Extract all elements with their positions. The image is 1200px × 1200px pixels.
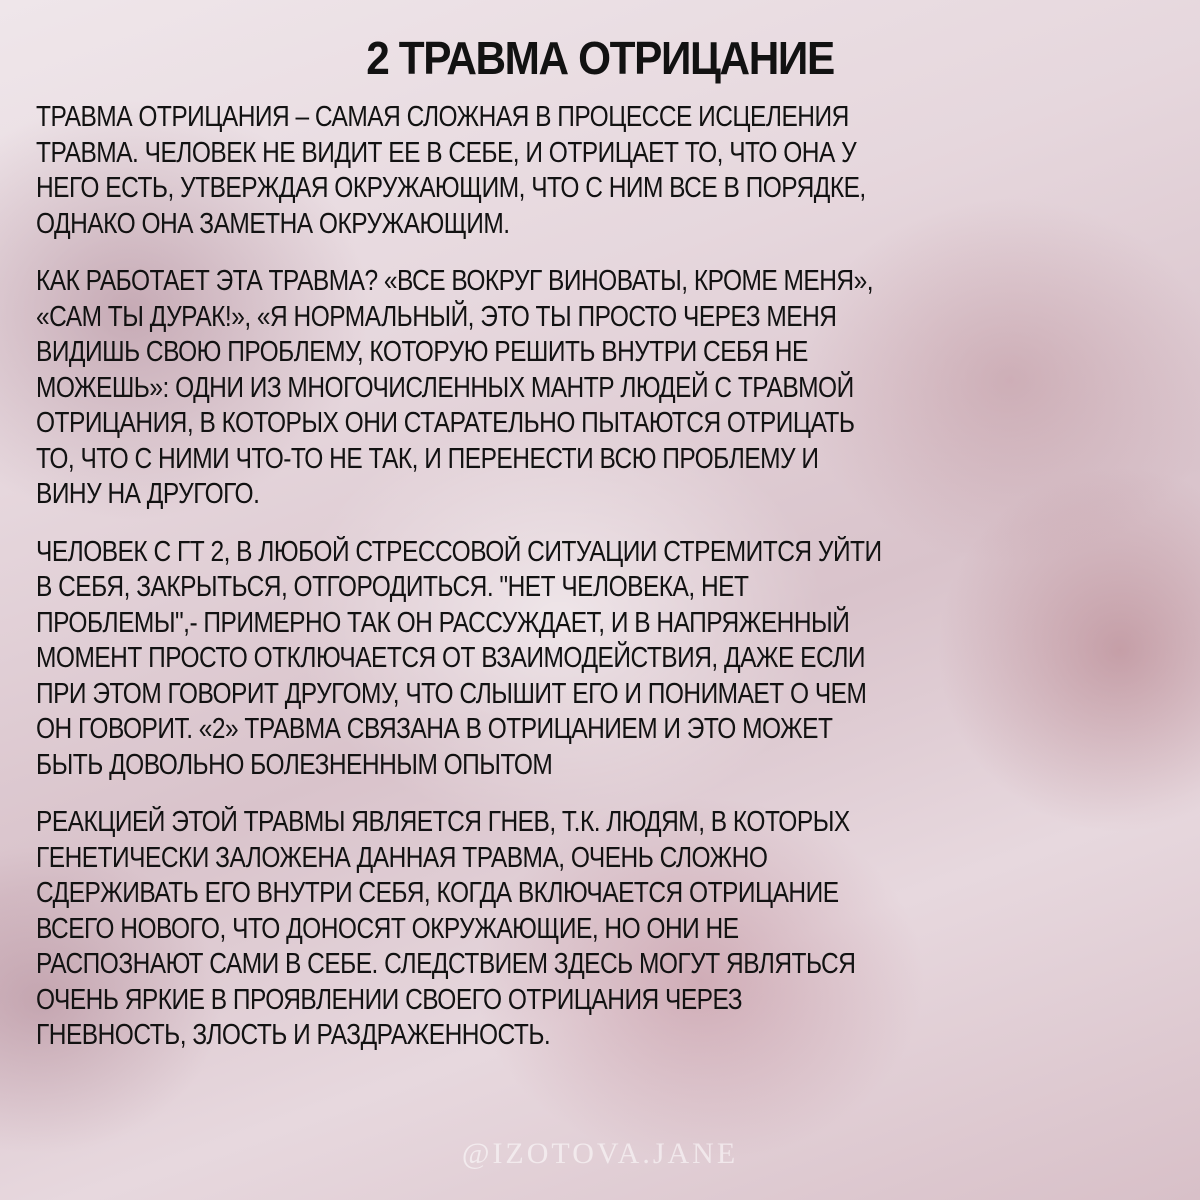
watermark: @IZOTOVA.JANE (461, 1137, 739, 1170)
paragraph-anger-reaction: РЕАКЦИЕЙ ЭТОЙ ТРАВМЫ ЯВЛЯЕТСЯ ГНЕВ, Т.К. ЛЮДЯМ, В КОТОРЫХ ГЕНЕТИЧЕСКИ ЗАЛОЖЕНА ДАННАЯ ТРАВМА, ОЧЕНЬ СЛОЖНО СДЕРЖИВАТЬ ЕГО ВНУТРИ СЕБЯ, КОГДА ВКЛЮЧАЕТСЯ ОТРИЦАНИЕ ВСЕГО НОВОГО, ЧТО ДОНОСЯТ ОКРУЖАЮЩИЕ, НО ОНИ НЕ РАСПОЗНАЮТ САМИ В СЕБЕ. СЛЕДСТВИЕМ ЗДЕСЬ МОГУТ ЯВЛЯТЬСЯ ОЧЕНЬ ЯРКИЕ В ПРОЯВЛЕНИИ СВОЕГО ОТРИЦАНИЯ ЧЕРЕЗ ГНЕВНОСТЬ, ЗЛОСТЬ И РАЗДРАЖЕННОСТЬ. (36, 806, 856, 1051)
paragraph-stress-reaction: ЧЕЛОВЕК С ГТ 2, В ЛЮБОЙ СТРЕССОВОЙ СИТУАЦИИ СТРЕМИТСЯ УЙТИ В СЕБЯ, ЗАКРЫТЬСЯ, ОТГОРОДИТЬСЯ. "НЕТ ЧЕЛОВЕКА, НЕТ ПРОБЛЕМЫ",- ПРИМЕРНО ТАК ОН РАССУЖДАЕТ, И В НАПРЯЖЕННЫЙ МОМЕНТ ПРОСТО ОТКЛЮЧАЕТСЯ ОТ ВЗАИМОДЕЙСТВИЯ, ДАЖЕ ЕСЛИ ПРИ ЭТОМ ГОВОРИТ ДРУГОМУ, ЧТО СЛЫШИТ ЕГО И ПОНИМАЕТ О ЧЕМ ОН ГОВОРИТ. «2» ТРАВМА СВЯЗАНА В ОТРИЦАНИЕМ И ЭТО МОЖЕТ БЫТЬ ДОВОЛЬНО БОЛЕЗНЕННЫМ ОПЫТОМ (36, 535, 882, 781)
paragraph-how-it-works: КАК РАБОТАЕТ ЭТА ТРАВМА? «ВСЕ ВОКРУГ ВИНОВАТЫ, КРОМЕ МЕНЯ», «САМ ТЫ ДУРАК!», «Я НОРМАЛЬНЫЙ, ЭТО ТЫ ПРОСТО ЧЕРЕЗ МЕНЯ ВИДИШЬ СВОЮ ПРОБЛЕМУ, КОТОРУЮ РЕШИТЬ ВНУТРИ СЕБЯ НЕ МОЖЕШЬ»: ОДНИ ИЗ МНОГОЧИСЛЕННЫХ МАНТР ЛЮДЕЙ С ТРАВМОЙ ОТРИЦАНИЯ, В КОТОРЫХ ОНИ СТАРАТЕЛЬНО ПЫТАЮТСЯ ОТРИЦАТЬ ТО, ЧТО С НИМИ ЧТО-ТО НЕ ТАК, И ПЕРЕНЕСТИ ВСЮ ПРОБЛЕМУ И ВИНУ НА ДРУГОГО. (36, 265, 874, 510)
paragraph-intro: ТРАВМА ОТРИЦАНИЯ – САМАЯ СЛОЖНАЯ В ПРОЦЕССЕ ИСЦЕЛЕНИЯ ТРАВМА. ЧЕЛОВЕК НЕ ВИДИТ ЕЕ В СЕБЕ, И ОТРИЦАЕТ ТО, ЧТО ОНА У НЕГО ЕСТЬ, УТВЕРЖДАЯ ОКРУЖАЮЩИМ, ЧТО С НИМ ВСЕ В ПОРЯДКЕ, ОДНАКО ОНА ЗАМЕТНА ОКРУЖАЮЩИМ. (36, 101, 866, 240)
page-title: 2 ТРАВМА ОТРИЦАНИЕ (366, 32, 834, 84)
